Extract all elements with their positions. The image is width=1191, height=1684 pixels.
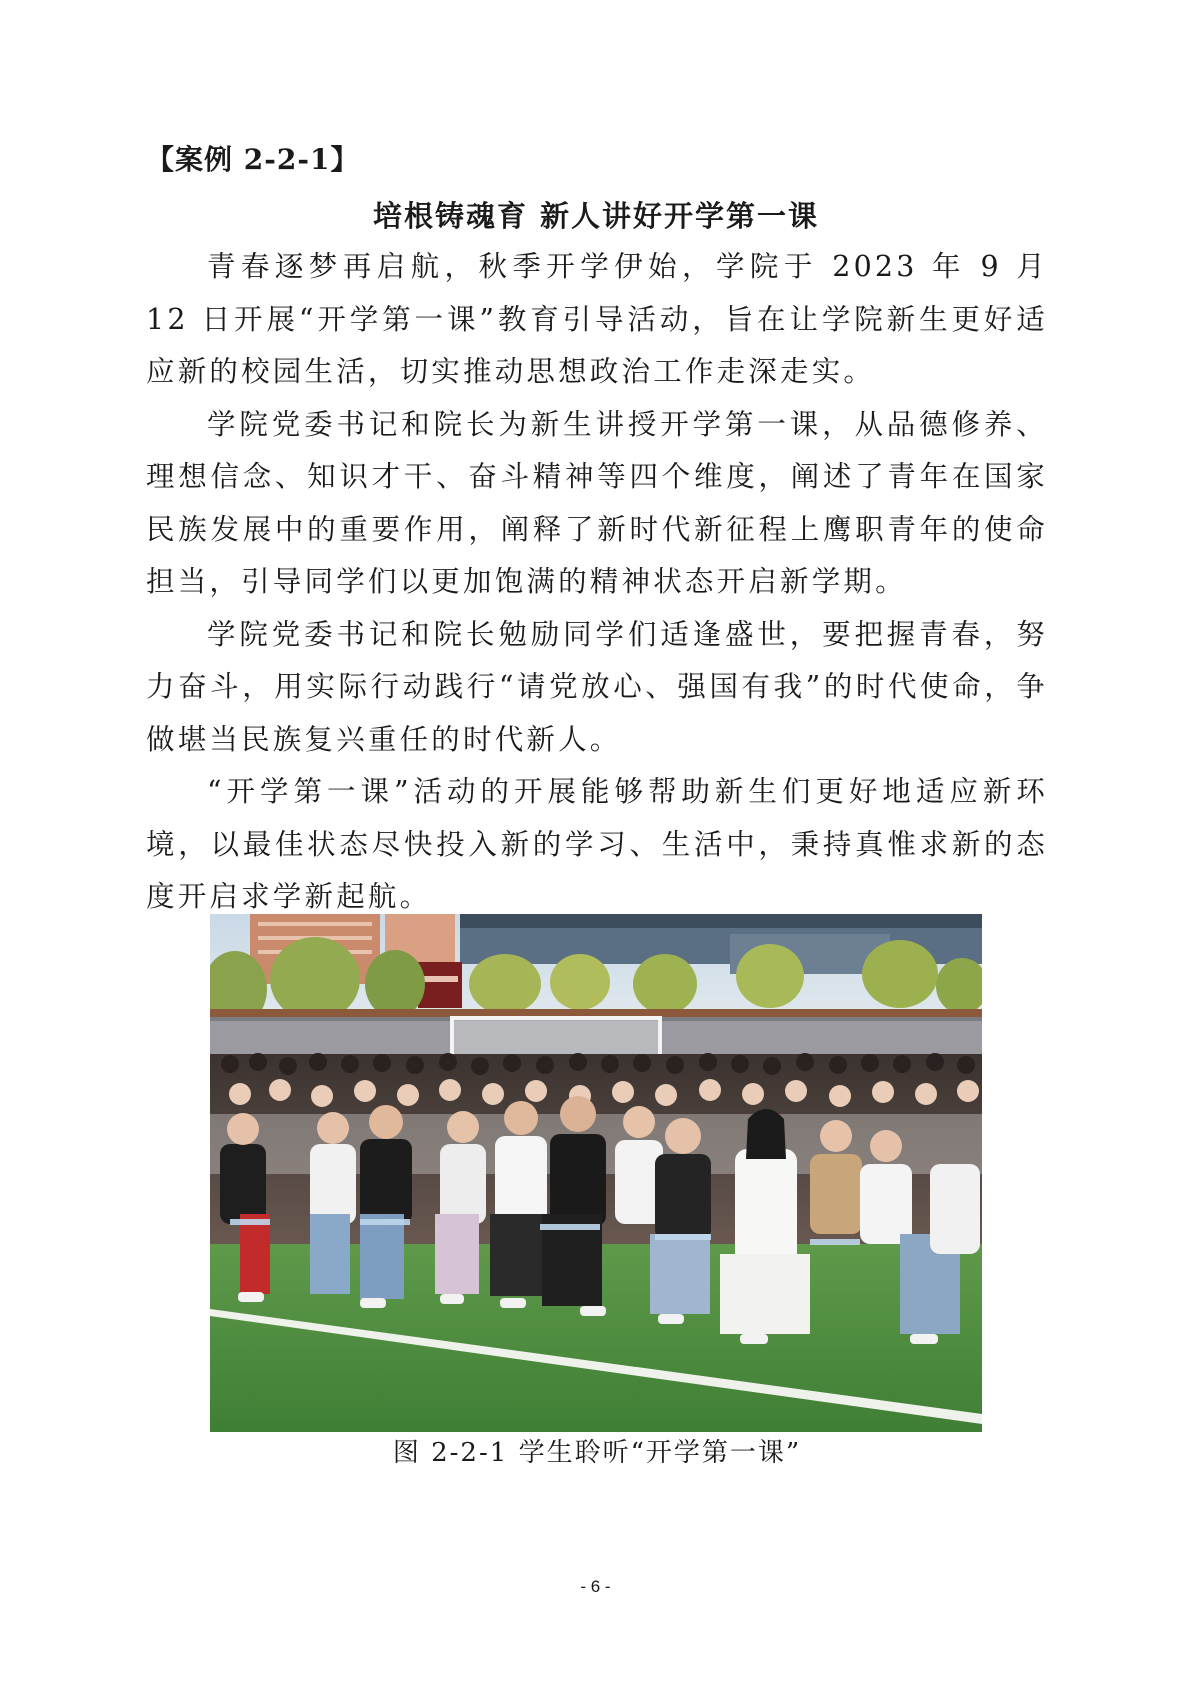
article-title: 培根铸魂育 新人讲好开学第一课 bbox=[372, 199, 820, 233]
paragraph: 青春逐梦再启航，秋季开学伊始，学院于 2023 年 9 月 12 日开展“开学第一课”教育引导活动，旨在让学院新生更好适应新的校园生活，切实推动思想政治工作走深走实。 bbox=[146, 250, 1048, 388]
article-body bbox=[146, 241, 1048, 924]
case-label: 【案例 2-2-1】 bbox=[146, 143, 360, 176]
page-number: - 6 - bbox=[580, 1577, 611, 1596]
students-listening-photo bbox=[210, 914, 982, 1432]
figure-caption: 图 2-2-1 学生聆听“开学第一课” bbox=[392, 1438, 802, 1468]
paragraph: “开学第一课”活动的开展能够帮助新生们更好地适应新环境，以最佳状态尽快投入新的学习、生活中，秉持真惟求新的态度开启求学新起航。 bbox=[146, 775, 1048, 913]
paragraph: 学院党委书记和院长勉励同学们适逢盛世，要把握青春，努力奋斗，用实际行动践行“请党放心、强国有我”的时代使命，争做堪当民族复兴重任的时代新人。 bbox=[146, 617, 1048, 756]
paragraph: 学院党委书记和院长为新生讲授开学第一课，从品德修养、理想信念、知识才干、奋斗精神等四个维度，阐述了青年在国家民族发展中的重要作用，阐释了新时代新征程上鹰职青年的使命担当，引导同学们以更加饱满的精神状态开启新学期。 bbox=[146, 407, 1048, 598]
